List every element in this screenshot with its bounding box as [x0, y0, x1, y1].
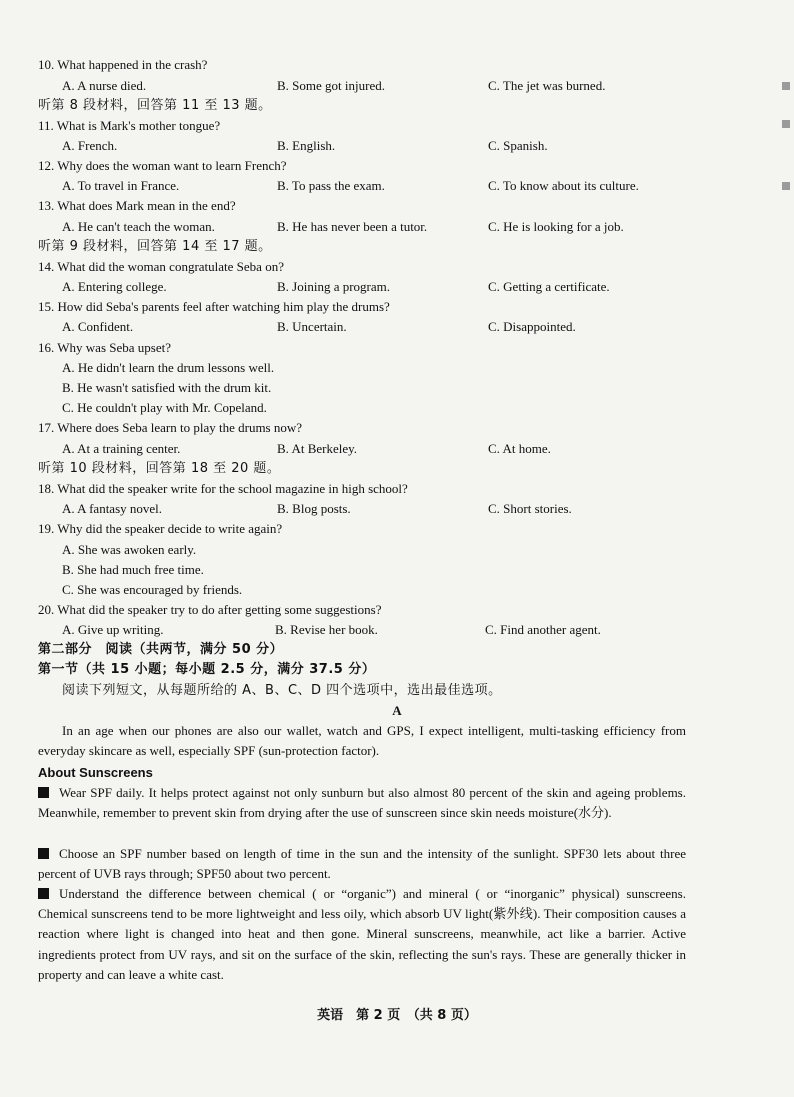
q16-option-b: B. He wasn't satisfied with the drum kit. — [62, 380, 272, 395]
section-1-title: 第一节（共 15 小题；每小题 2.5 分，满分 37.5 分） — [38, 662, 376, 677]
bullet-2-text: Choose an SPF number based on length of time in the sun and the intensity of the sunlight. SPF30 lets about three percent of UVB rays through; SPF50 about two percent. — [38, 846, 686, 882]
question-16-stem: 16. Why was Seba upset? — [38, 340, 171, 355]
bullet-square-icon — [38, 888, 49, 899]
question-20-stem: 20. What did the speaker try to do after getting some suggestions? — [38, 602, 382, 617]
q20-option-a: A. Give up writing. — [62, 622, 164, 637]
question-19-stem: 19. Why did the speaker decide to write again? — [38, 521, 283, 536]
bullet-3-text: Understand the difference between chemical ( or “organic”) and mineral ( or “inorganic” physical) sunscreens. Chemical sunscreens tend to be more lightweight and less oily, which absorb UV light(紫外线). Their composition causes a reaction where light is changed into heat and then gone. Mineral sunscreens, meanwhile, act like a barrier. Active ingredients protect from UV rays, and sit on the surface of the skin, reflecting the sun's rays. These are generally thicker in property and can leave a white cast. — [38, 886, 686, 982]
q11-option-c: C. Spanish. — [488, 138, 548, 153]
q18-option-c: C. Short stories. — [488, 501, 572, 516]
section-8-instruction: 听第 8 段材料，回答第 11 至 13 题。 — [38, 98, 272, 113]
q11-option-a: A. French. — [62, 138, 118, 153]
q17-option-c: C. At home. — [488, 441, 551, 456]
q10-option-c: C. The jet was burned. — [488, 78, 606, 93]
passage-intro: In an age when our phones are also our wallet, watch and GPS, I expect intelligent, multi-tasking efficiency from everyday skincare as well, especially SPF (sun-protection factor). — [38, 723, 686, 759]
q12-option-a: A. To travel in France. — [62, 178, 180, 193]
q11-option-b: B. English. — [277, 138, 336, 153]
scan-edge-mark — [782, 82, 790, 90]
q16-option-a: A. He didn't learn the drum lessons well. — [62, 360, 275, 375]
q20-option-c: C. Find another agent. — [485, 622, 601, 637]
passage-bullet-2 — [38, 844, 686, 884]
question-15-stem: 15. How did Seba's parents feel after watching him play the drums? — [38, 299, 390, 314]
q12-option-b: B. To pass the exam. — [277, 178, 385, 193]
q15-option-b: B. Uncertain. — [277, 319, 347, 334]
q19-option-c: C. She was encouraged by friends. — [62, 582, 243, 597]
question-10-stem: 10. What happened in the crash? — [38, 57, 208, 72]
q17-option-b: B. At Berkeley. — [277, 441, 358, 456]
passage-letter: A — [392, 703, 402, 718]
question-13-stem: 13. What does Mark mean in the end? — [38, 198, 236, 213]
scan-edge-mark — [782, 182, 790, 190]
passage-bullet-1 — [38, 783, 686, 823]
q14-option-b: B. Joining a program. — [277, 279, 391, 294]
question-11-stem: 11. What is Mark's mother tongue? — [38, 118, 221, 133]
q19-option-b: B. She had much free time. — [62, 562, 204, 577]
q18-option-a: A. A fantasy novel. — [62, 501, 163, 516]
q14-option-a: A. Entering college. — [62, 279, 167, 294]
q15-option-c: C. Disappointed. — [488, 319, 576, 334]
q16-option-c: C. He couldn't play with Mr. Copeland. — [62, 400, 267, 415]
q10-option-b: B. Some got injured. — [277, 78, 385, 93]
part-2-title: 第二部分 阅读（共两节，满分 50 分） — [38, 642, 284, 657]
question-18-stem: 18. What did the speaker write for the school magazine in high school? — [38, 481, 408, 496]
q13-option-b: B. He has never been a tutor. — [277, 219, 428, 234]
passage-heading: About Sunscreens — [38, 765, 153, 780]
q15-option-a: A. Confident. — [62, 319, 134, 334]
q14-option-c: C. Getting a certificate. — [488, 279, 610, 294]
scan-edge-mark — [782, 120, 790, 128]
q13-option-c: C. He is looking for a job. — [488, 219, 624, 234]
q18-option-b: B. Blog posts. — [277, 501, 351, 516]
bullet-square-icon — [38, 848, 49, 859]
question-17-stem: 17. Where does Seba learn to play the drums now? — [38, 420, 303, 435]
passage-bullet-3 — [38, 884, 686, 985]
q19-option-a: A. She was awoken early. — [62, 542, 197, 557]
q10-option-a: A. A nurse died. — [62, 78, 147, 93]
q20-option-b: B. Revise her book. — [275, 622, 378, 637]
reading-instruction: 阅读下列短文，从每题所给的 A、B、C、D 四个选项中，选出最佳选项。 — [62, 683, 502, 698]
q13-option-a: A. He can't teach the woman. — [62, 219, 215, 234]
page-footer: 英语 第 2 页 （共 8 页） — [317, 1008, 477, 1023]
section-9-instruction: 听第 9 段材料，回答第 14 至 17 题。 — [38, 239, 272, 254]
question-12-stem: 12. Why does the woman want to learn French? — [38, 158, 287, 173]
bullet-1-text: Wear SPF daily. It helps protect against not only sunburn but also almost 80 percent of the skin and ageing problems. Meanwhile, remember to prevent skin from drying after the use of sunscreen since skin needs moisture(水分). — [38, 785, 686, 821]
section-10-instruction: 听第 10 段材料，回答第 18 至 20 题。 — [38, 461, 281, 476]
q12-option-c: C. To know about its culture. — [488, 178, 639, 193]
q17-option-a: A. At a training center. — [62, 441, 181, 456]
bullet-square-icon — [38, 787, 49, 798]
question-14-stem: 14. What did the woman congratulate Seba on? — [38, 259, 284, 274]
